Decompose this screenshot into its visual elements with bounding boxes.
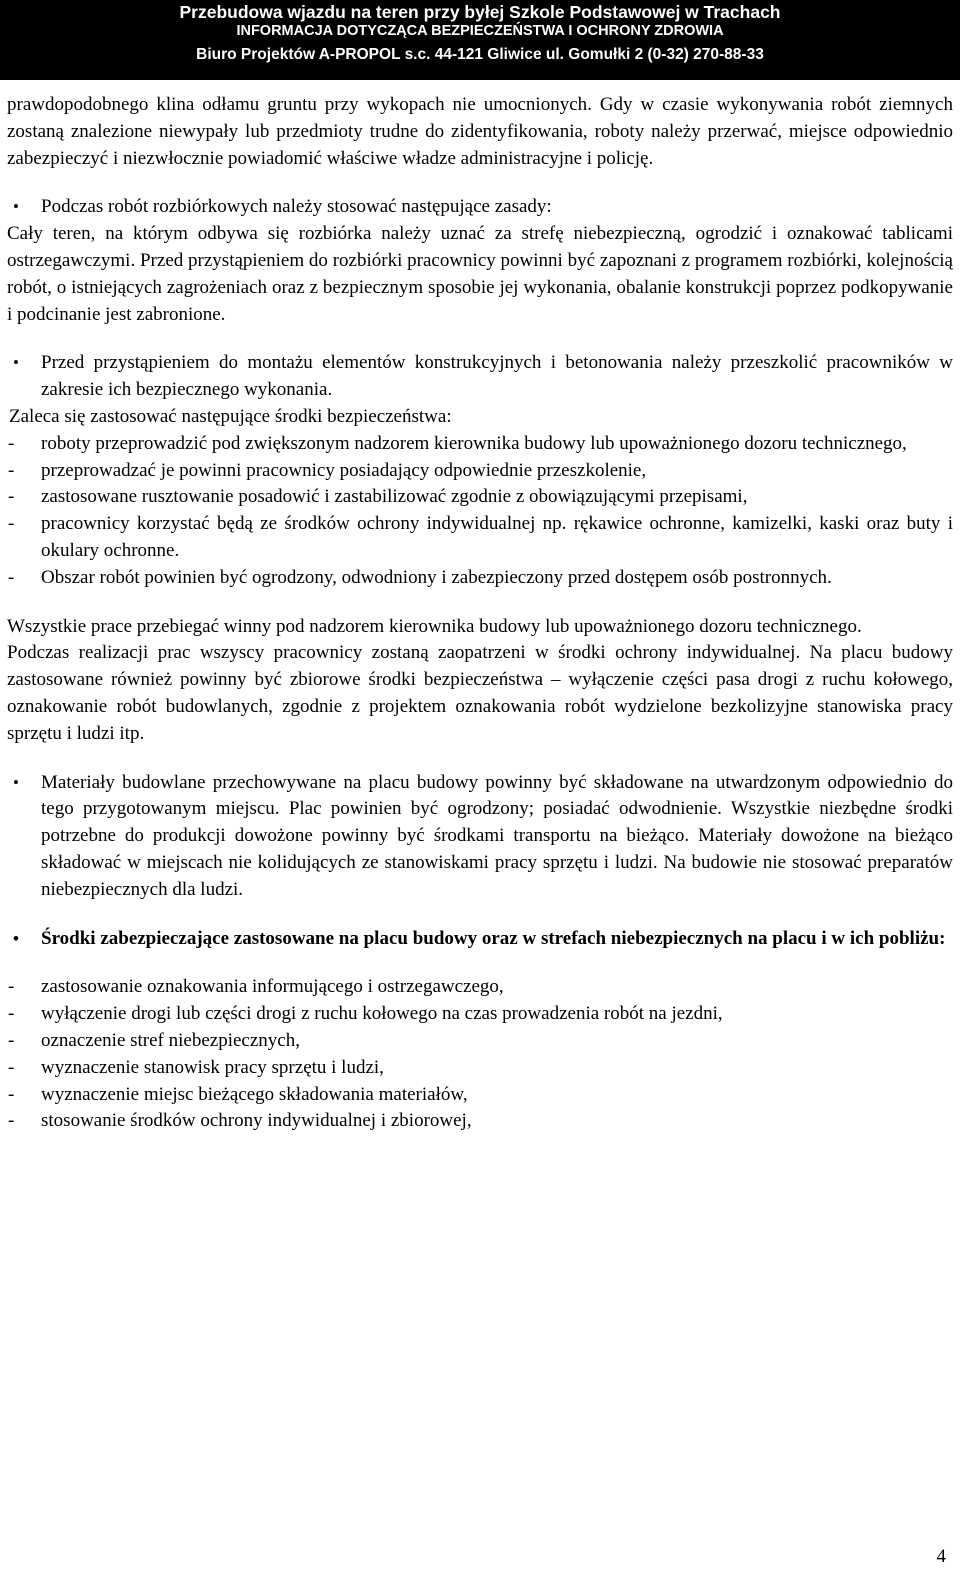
document-body [7,92,953,1135]
supervision-paragraph: Wszystkie prace przebiegać winny pod nadzorem kierownika budowy lub upoważnionego dozoru technicznego. [7,615,862,637]
measures-item: - stosowanie środków ochrony indywidualnej i zbiorowej, [7,1108,953,1135]
recommend-item: - zastosowane rusztowanie posadowić i zastabilizować zgodnie z obowiązującymi przepisami, [7,484,953,511]
demolition-bullet: • Podczas robót rozbiórkowych należy stosować następujące zasady: [7,194,953,221]
measures-item: - zastosowanie oznakowania informującego i ostrzegawczego, [7,974,953,1001]
recommend-item: - roboty przeprowadzić pod zwiększonym nadzorem kierownika budowy lub upoważnionego dozoru technicznego, [7,431,953,458]
page-number: 4 [936,1546,946,1567]
recommend-intro: Zaleca się zastosować następujące środki bezpieczeństwa: [9,405,452,427]
recommend-item: - pracownicy korzystać będą ze środków ochrony indywidualnej np. rękawice ochronne, kamizelki, kaski oraz buty i okulary ochronne. [7,511,953,565]
measures-heading: • Środki zabezpieczające zastosowane na placu budowy oraz w strefach niebezpiecznych na placu i w ich pobliżu: [7,926,953,953]
measures-item: - wyznaczenie miejsc bieżącego składowania materiałów, [7,1082,953,1109]
equipment-paragraph: Podczas realizacji prac wszyscy pracownicy zostaną zaopatrzeni w środki ochrony indywidualnej. Na placu budowy zastosowane również powinny być zbiorowe środki bezpieczeństwa – wyłączenie części pasa drogi z ruchu kołowego, oznakowanie robót budowlanych, zgodnie z projektem oznakowania robót wydzielone bezkolizyjne stanowiska pracy sprzętu i ludzi itp. [7,642,953,744]
materials-bullet: • Materiały budowlane przechowywane na placu budowy powinny być składowane na utwardzonym odpowiednio do tego przygotowanym miejscu. Plac powinien być ogrodzony; posiadać odwodnienie. Wszystkie niezbędne środki potrzebne do produkcji dowożone powinny być środkami transportu na bieżąco. Materiały dowożone na bieżąco składować w miejscach nie kolidujących ze stanowiskami pracy sprzętu i ludzi. Na budowie nie stosować preparatów niebezpiecznych dla ludzi. [7,770,953,904]
measures-item: - wyznaczenie stanowisk pracy sprzętu i ludzi, [7,1055,953,1082]
assembly-bullet: • Przed przystąpieniem do montażu elementów konstrukcyjnych i betonowania należy przeszkolić pracowników w zakresie ich bezpiecznego wykonania. [7,350,953,404]
document-type: INFORMACJA DOTYCZĄCA BEZPIECZEŃSTWA I OCHRONY ZDROWIA [236,23,724,39]
recommend-item: - Obszar robót powinien być ogrodzony, odwodniony i zabezpieczony przed dostępem osób postronnych. [7,565,953,592]
demolition-paragraph: Cały teren, na którym odbywa się rozbiórka należy uznać za strefę niebezpieczną, ogrodzić i oznakować tablicami ostrzegawczymi. Przed przystąpieniem do rozbiórki pracownicy powinni być zapoznani z programem rozbiórki, kolejnością robót, o istniejących zagrożeniach oraz z bezpiecznym sposobie jej wykonania, obalanie konstrukcji poprzez podkopywanie i podcinanie jest zabronione. [7,223,953,325]
measures-item: - oznaczenie stref niebezpiecznych, [7,1028,953,1055]
document-header [0,0,960,80]
office-address: Biuro Projektów A-PROPOL s.c. 44-121 Gliwice ul. Gomułki 2 (0-32) 270-88-33 [196,46,764,63]
project-title: Przebudowa wjazdu na teren przy byłej Szkole Podstawowej w Trachach [179,2,781,22]
recommend-item: - przeprowadzać je powinni pracownicy posiadający odpowiednie przeszkolenie, [7,458,953,485]
measures-item: - wyłączenie drogi lub części drogi z ruchu kołowego na czas prowadzenia robót na jezdni, [7,1001,953,1028]
intro-paragraph: prawdopodobnego klina odłamu gruntu przy wykopach nie umocnionych. Gdy w czasie wykonywania robót ziemnych zostaną znalezione niewypały lub przedmioty trudne do zidentyfikowania, roboty należy przerwać, miejsce odpowiednio zabezpieczyć i niezwłocznie powiadomić właściwe władze administracyjne i policję. [7,94,953,169]
